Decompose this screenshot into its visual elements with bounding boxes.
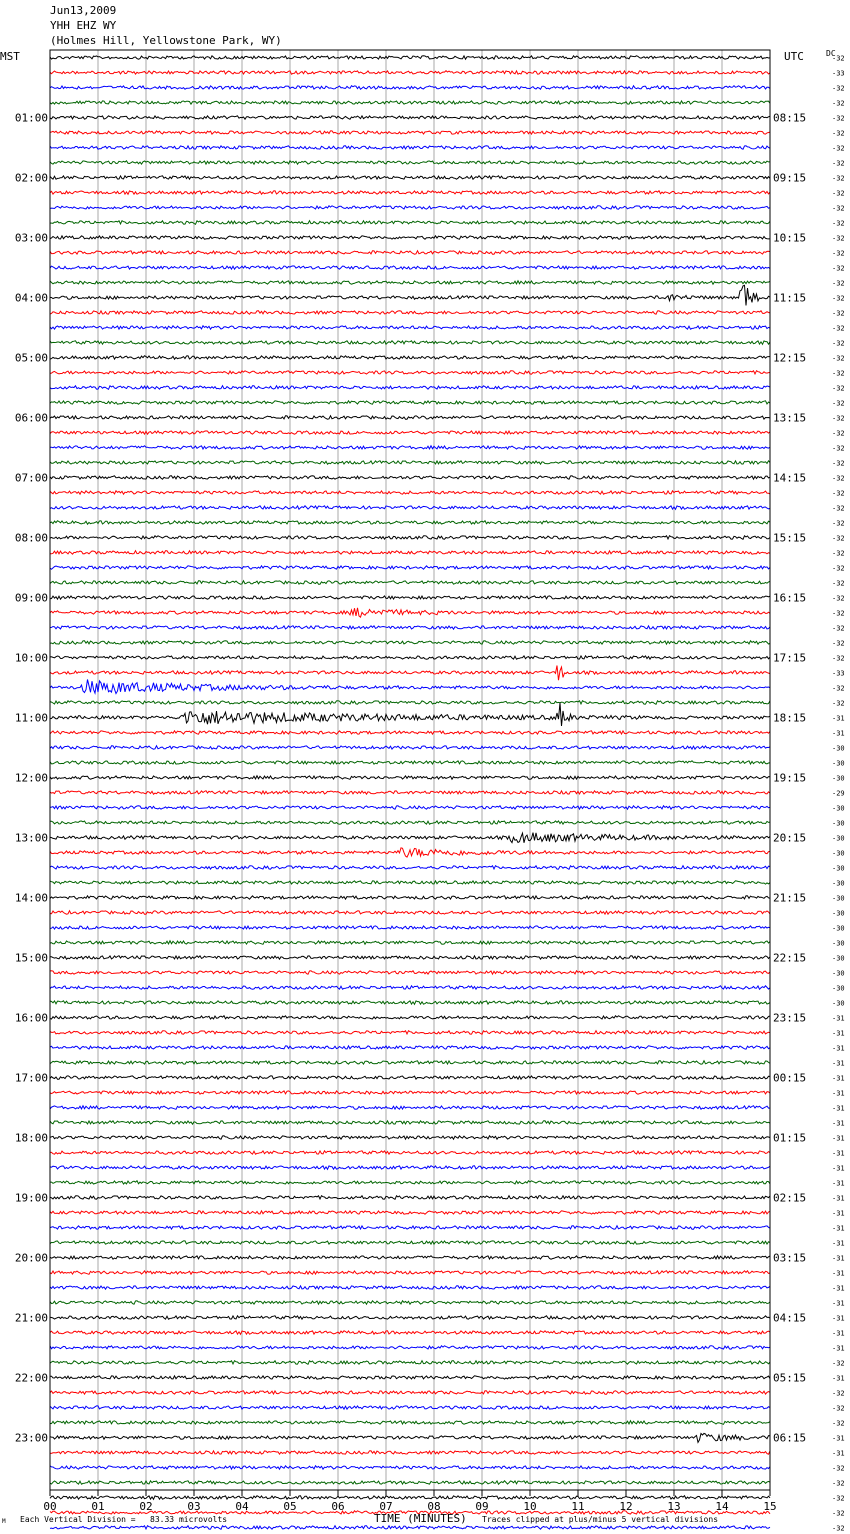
dc-offset-43: -32 (832, 699, 845, 708)
hour-label-utc-1315: 13:15 (773, 411, 807, 425)
hour-label-utc-1515: 15:15 (773, 531, 807, 545)
trace-row-40 (50, 656, 770, 659)
trace-row-44 (50, 703, 770, 726)
trace-row-27 (50, 461, 770, 465)
trace-row-95 (50, 1481, 770, 1485)
right-timezone-label: UTC (784, 50, 804, 63)
dc-offset-62: -30 (832, 984, 845, 993)
dc-offset-85: -31 (832, 1329, 845, 1338)
dc-offset-29: -32 (832, 489, 845, 498)
corner-mark: M (2, 1518, 6, 1525)
x-tick-label-10: 10 (523, 1500, 537, 1513)
dc-offset-92: -31 (832, 1434, 845, 1443)
trace-row-8 (50, 176, 770, 180)
hour-label-utc-1415: 14:15 (773, 471, 807, 485)
dc-offset-6: -32 (832, 144, 845, 153)
dc-offset-10: -32 (832, 204, 845, 213)
dc-offset-30: -32 (832, 504, 845, 513)
dc-offset-4: -32 (832, 114, 845, 123)
hour-label-local-1600: 16:00 (14, 1011, 48, 1025)
trace-row-5 (50, 131, 770, 134)
dc-offset-32: -32 (832, 534, 845, 543)
trace-row-72 (50, 1136, 770, 1139)
dc-offset-66: -31 (832, 1044, 845, 1053)
dc-offset-67: -31 (832, 1059, 845, 1068)
trace-row-43 (50, 701, 770, 705)
hour-label-local-1300: 13:00 (14, 831, 48, 845)
hour-label-utc-0115: 01:15 (773, 1131, 807, 1145)
dc-offset-47: -30 (832, 759, 845, 768)
hour-label-utc-1015: 10:15 (773, 231, 807, 245)
hour-label-local-0900: 09:00 (14, 591, 48, 605)
dc-offset-11: -32 (832, 219, 845, 228)
dc-offset-46: -30 (832, 744, 845, 753)
x-tick-label-07: 07 (379, 1500, 393, 1513)
dc-offset-5: -32 (832, 129, 845, 138)
hour-label-utc-1815: 18:15 (773, 711, 807, 725)
trace-row-54 (50, 866, 770, 870)
x-tick-label-13: 13 (667, 1500, 681, 1513)
trace-row-89 (50, 1391, 770, 1394)
hour-label-local-2100: 21:00 (14, 1311, 48, 1325)
hour-label-local-1200: 12:00 (14, 771, 48, 785)
dc-offset-53: -30 (832, 849, 845, 858)
dc-offset-88: -31 (832, 1374, 845, 1383)
trace-row-47 (50, 761, 770, 764)
dc-offset-44: -31 (832, 714, 845, 723)
trace-lines (50, 56, 770, 1534)
trace-row-59 (50, 941, 770, 945)
trace-row-1 (50, 71, 770, 75)
x-tick-label-15: 15 (763, 1500, 777, 1513)
trace-row-12 (50, 236, 770, 239)
dc-offset-65: -31 (832, 1029, 845, 1038)
x-tick-label-09: 09 (475, 1500, 489, 1513)
x-tick-label-01: 01 (91, 1500, 105, 1513)
trace-row-37 (50, 608, 770, 617)
trace-row-98 (50, 1526, 770, 1530)
vertical-division-note: Each Vertical Division = 83.33 microvolts (20, 1515, 228, 1524)
trace-row-77 (50, 1211, 770, 1214)
x-tick-label-03: 03 (187, 1500, 201, 1513)
trace-row-2 (50, 86, 770, 90)
x-tick-label-11: 11 (571, 1500, 585, 1513)
trace-row-30 (50, 506, 770, 510)
hour-label-local-0100: 01:00 (14, 111, 48, 125)
dc-offset-13: -32 (832, 249, 845, 258)
dc-offset-18: -32 (832, 324, 845, 333)
hour-label-utc-0515: 05:15 (773, 1371, 807, 1385)
trace-row-0 (50, 56, 770, 59)
trace-row-7 (50, 161, 770, 164)
dc-offset-24: -32 (832, 414, 845, 423)
dc-offset-57: -30 (832, 909, 845, 918)
trace-row-88 (50, 1376, 770, 1379)
trace-row-55 (50, 881, 770, 884)
trace-row-29 (50, 491, 770, 494)
trace-row-48 (50, 776, 770, 780)
dc-offset-97: -32 (832, 1509, 845, 1518)
trace-row-58 (50, 926, 770, 929)
x-tick-label-02: 02 (139, 1500, 153, 1513)
trace-row-32 (50, 536, 770, 540)
trace-row-16 (50, 285, 770, 305)
trace-row-52 (50, 833, 770, 843)
hour-label-local-2200: 22:00 (14, 1371, 48, 1385)
trace-row-60 (50, 956, 770, 960)
dc-offset-33: -32 (832, 549, 845, 558)
trace-row-94 (50, 1466, 770, 1469)
hour-label-local-1700: 17:00 (14, 1071, 48, 1085)
dc-offset-61: -30 (832, 969, 845, 978)
x-tick-label-06: 06 (331, 1500, 345, 1513)
trace-row-73 (50, 1151, 770, 1155)
trace-row-41 (50, 666, 770, 681)
dc-offset-78: -31 (832, 1224, 845, 1233)
hour-label-local-0300: 03:00 (14, 231, 48, 245)
trace-row-96 (50, 1496, 770, 1500)
dc-offset-7: -32 (832, 159, 845, 168)
dc-offset-17: -32 (832, 309, 845, 318)
hour-label-local-0700: 07:00 (14, 471, 48, 485)
dc-offset-27: -32 (832, 459, 845, 468)
trace-row-83 (50, 1301, 770, 1304)
dc-offset-54: -30 (832, 864, 845, 873)
trace-row-53 (50, 848, 770, 857)
dc-offset-74: -31 (832, 1164, 845, 1173)
dc-offset-76: -31 (832, 1194, 845, 1203)
trace-row-93 (50, 1451, 770, 1454)
trace-row-66 (50, 1046, 770, 1049)
hour-label-utc-0215: 02:15 (773, 1191, 807, 1205)
dc-offset-22: -32 (832, 384, 845, 393)
hour-label-utc-1915: 19:15 (773, 771, 807, 785)
trace-row-87 (50, 1361, 770, 1365)
trace-row-68 (50, 1076, 770, 1079)
trace-row-45 (50, 731, 770, 734)
trace-row-3 (50, 101, 770, 104)
hour-label-local-2000: 20:00 (14, 1251, 48, 1265)
dc-offset-25: -32 (832, 429, 845, 438)
trace-row-42 (50, 680, 770, 694)
trace-row-61 (50, 971, 770, 974)
trace-row-13 (50, 251, 770, 254)
dc-offset-86: -31 (832, 1344, 845, 1353)
hour-label-utc-0415: 04:15 (773, 1311, 807, 1325)
x-tick-label-00: 00 (43, 1500, 57, 1513)
dc-offset-16: -32 (832, 294, 845, 303)
hour-label-local-0600: 06:00 (14, 411, 48, 425)
dc-offset-60: -30 (832, 954, 845, 963)
trace-row-36 (50, 596, 770, 599)
dc-offset-70: -31 (832, 1104, 845, 1113)
dc-offset-64: -31 (832, 1014, 845, 1023)
trace-row-17 (50, 311, 770, 314)
dc-offset-0: -32 (832, 54, 845, 63)
dc-offset-34: -32 (832, 564, 845, 573)
hour-label-utc-1215: 12:15 (773, 351, 807, 365)
trace-row-38 (50, 626, 770, 630)
dc-offset-59: -30 (832, 939, 845, 948)
trace-row-81 (50, 1271, 770, 1275)
trace-row-28 (50, 476, 770, 479)
hour-label-utc-1615: 16:15 (773, 591, 807, 605)
dc-offset-51: -30 (832, 819, 845, 828)
trace-row-23 (50, 401, 770, 404)
dc-offset-49: -29 (832, 789, 845, 798)
trace-row-21 (50, 371, 770, 375)
trace-row-31 (50, 521, 770, 525)
dc-offset-21: -32 (832, 369, 845, 378)
trace-row-78 (50, 1226, 770, 1229)
trace-row-10 (50, 206, 770, 210)
dc-offset-2: -32 (832, 84, 845, 93)
trace-row-63 (50, 1001, 770, 1005)
chart-station: YHH EHZ WY (50, 19, 117, 32)
hour-label-local-1100: 11:00 (14, 711, 48, 725)
dc-offset-3: -32 (832, 99, 845, 108)
chart-location: (Holmes Hill, Yellowstone Park, WY) (50, 34, 282, 47)
hour-label-local-2300: 23:00 (14, 1431, 48, 1445)
dc-offset-63: -30 (832, 999, 845, 1008)
dc-offset-38: -32 (832, 624, 845, 633)
hour-label-local-0400: 04:00 (14, 291, 48, 305)
dc-offset-95: -32 (832, 1479, 845, 1488)
trace-row-57 (50, 911, 770, 914)
trace-row-91 (50, 1421, 770, 1425)
trace-row-20 (50, 356, 770, 360)
trace-row-35 (50, 581, 770, 584)
hour-label-utc-2315: 23:15 (773, 1011, 807, 1025)
dc-offset-84: -31 (832, 1314, 845, 1323)
dc-offset-23: -32 (832, 399, 845, 408)
dc-offset-89: -32 (832, 1389, 845, 1398)
hour-label-local-1900: 19:00 (14, 1191, 48, 1205)
dc-offset-80: -31 (832, 1254, 845, 1263)
trace-row-76 (50, 1196, 770, 1200)
dc-offset-15: -32 (832, 279, 845, 288)
trace-row-19 (50, 341, 770, 345)
hour-label-utc-1715: 17:15 (773, 651, 807, 665)
trace-row-74 (50, 1166, 770, 1170)
trace-row-15 (50, 281, 770, 285)
dc-offset-55: -30 (832, 879, 845, 888)
trace-row-14 (50, 266, 770, 269)
dc-offset-69: -31 (832, 1089, 845, 1098)
dc-offset-8: -32 (832, 174, 845, 183)
dc-offset-37: -32 (832, 609, 845, 618)
dc-offset-96: -32 (832, 1494, 845, 1503)
hour-label-utc-0815: 08:15 (773, 111, 807, 125)
hour-label-utc-0015: 00:15 (773, 1071, 807, 1085)
x-tick-label-08: 08 (427, 1500, 441, 1513)
hour-label-local-0200: 02:00 (14, 171, 48, 185)
trace-row-39 (50, 641, 770, 644)
dc-offset-36: -32 (832, 594, 845, 603)
trace-row-67 (50, 1061, 770, 1064)
dc-offset-68: -31 (832, 1074, 845, 1083)
dc-offset-26: -32 (832, 444, 845, 453)
dc-label: DC (826, 49, 836, 58)
hour-label-utc-2115: 21:15 (773, 891, 807, 905)
dc-offset-94: -32 (832, 1464, 845, 1473)
dc-offset-93: -31 (832, 1449, 845, 1458)
hour-label-utc-2015: 20:15 (773, 831, 807, 845)
trace-row-56 (50, 896, 770, 899)
trace-row-64 (50, 1016, 770, 1019)
trace-row-69 (50, 1091, 770, 1094)
dc-offset-75: -31 (832, 1179, 845, 1188)
trace-row-62 (50, 986, 770, 990)
dc-offset-14: -32 (832, 264, 845, 273)
dc-offset-90: -32 (832, 1404, 845, 1413)
trace-row-79 (50, 1241, 770, 1244)
trace-row-18 (50, 326, 770, 329)
trace-row-22 (50, 386, 770, 390)
hour-label-local-0800: 08:00 (14, 531, 48, 545)
hour-label-local-1000: 10:00 (14, 651, 48, 665)
dc-offset-42: -32 (832, 684, 845, 693)
dc-offset-82: -31 (832, 1284, 845, 1293)
x-tick-label-14: 14 (715, 1500, 729, 1513)
dc-offset-40: -32 (832, 654, 845, 663)
dc-offset-58: -30 (832, 924, 845, 933)
dc-offset-20: -32 (832, 354, 845, 363)
dc-offset-48: -30 (832, 774, 845, 783)
dc-offset-83: -31 (832, 1299, 845, 1308)
hour-label-local-1400: 14:00 (14, 891, 48, 905)
dc-offset-41: -33 (832, 669, 845, 678)
axis-labels (15, 55, 845, 1534)
chart-date: Jun13,2009 (50, 4, 117, 17)
trace-row-75 (50, 1181, 770, 1184)
hour-label-utc-0915: 09:15 (773, 171, 807, 185)
trace-row-4 (50, 116, 770, 120)
trace-row-49 (50, 791, 770, 795)
dc-offset-73: -31 (832, 1149, 845, 1158)
trace-row-6 (50, 146, 770, 149)
dc-offset-39: -32 (832, 639, 845, 648)
dc-offset-72: -31 (832, 1134, 845, 1143)
dc-offset-9: -32 (832, 189, 845, 198)
dc-offset-79: -31 (832, 1239, 845, 1248)
dc-offset-52: -30 (832, 834, 845, 843)
trace-row-25 (50, 431, 770, 434)
trace-row-26 (50, 446, 770, 450)
x-tick-label-05: 05 (283, 1500, 297, 1513)
trace-row-34 (50, 566, 770, 569)
dc-offset-71: -31 (832, 1119, 845, 1128)
dc-offset-31: -32 (832, 519, 845, 528)
hour-label-utc-2215: 22:15 (773, 951, 807, 965)
trace-row-11 (50, 221, 770, 225)
hour-label-local-1500: 15:00 (14, 951, 48, 965)
dc-offset-12: -32 (832, 234, 845, 243)
trace-row-80 (50, 1256, 770, 1259)
trace-row-24 (50, 416, 770, 419)
trace-row-65 (50, 1031, 770, 1035)
trace-row-51 (50, 821, 770, 824)
trace-row-9 (50, 191, 770, 195)
dc-offset-35: -32 (832, 579, 845, 588)
trace-row-82 (50, 1286, 770, 1289)
trace-row-85 (50, 1331, 770, 1335)
trace-row-84 (50, 1316, 770, 1320)
trace-row-46 (50, 746, 770, 749)
dc-offset-81: -31 (832, 1269, 845, 1278)
hour-label-utc-0615: 06:15 (773, 1431, 807, 1445)
dc-offset-45: -31 (832, 729, 845, 738)
x-tick-label-04: 04 (235, 1500, 249, 1513)
trace-row-50 (50, 806, 770, 809)
trace-row-90 (50, 1406, 770, 1409)
trace-row-86 (50, 1346, 770, 1350)
dc-offset-19: -32 (832, 339, 845, 348)
dc-offset-98: -32 (832, 1524, 845, 1533)
hour-label-utc-0315: 03:15 (773, 1251, 807, 1265)
trace-row-33 (50, 551, 770, 555)
hour-label-utc-1115: 11:15 (773, 291, 807, 305)
dc-offset-87: -32 (832, 1359, 845, 1368)
dc-offset-28: -32 (832, 474, 845, 483)
dc-offset-1: -33 (832, 69, 845, 78)
x-axis-title: TIME (MINUTES) (374, 1512, 467, 1525)
dc-offset-50: -30 (832, 804, 845, 813)
trace-row-92 (50, 1433, 770, 1442)
left-timezone-label: MST (0, 50, 20, 63)
hour-label-local-1800: 18:00 (14, 1131, 48, 1145)
trace-row-70 (50, 1106, 770, 1110)
hour-label-local-0500: 05:00 (14, 351, 48, 365)
dc-offset-56: -30 (832, 894, 845, 903)
x-tick-label-12: 12 (619, 1500, 633, 1513)
clip-note: Traces clipped at plus/minus 5 vertical divisions (482, 1515, 719, 1524)
dc-offset-77: -31 (832, 1209, 845, 1218)
dc-offset-91: -32 (832, 1419, 845, 1428)
trace-row-71 (50, 1121, 770, 1124)
